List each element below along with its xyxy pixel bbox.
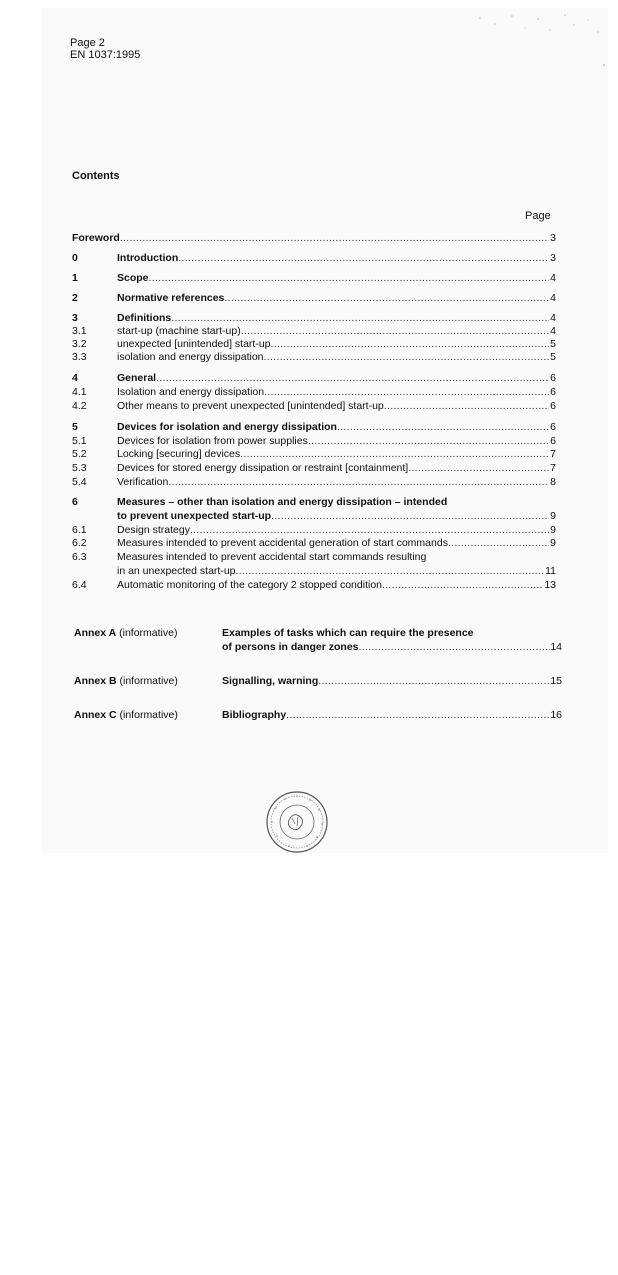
toc-entry-title-line1: Measures intended to prevent accidental start commands resulting (117, 551, 427, 563)
toc-entry[interactable]: 4.1 Isolation and energy dissipation ..... 6 (72, 386, 556, 398)
annex-title-line1: Examples of tasks which can require the presence (222, 627, 474, 639)
toc-entry[interactable]: in an unexpected start-up ..... 11 (72, 565, 556, 577)
scan-specks (470, 10, 610, 70)
annex-entry[interactable]: of persons in danger zones ..... 14 (222, 641, 562, 653)
toc-entry[interactable]: 1 Scope ..... 4 (72, 272, 556, 284)
toc-entry[interactable]: 4.2 Other means to prevent unexpected [unintended] start-up ..... 6 (72, 400, 556, 412)
toc-entry[interactable]: 0 Introduction ..... 3 (72, 252, 556, 264)
toc-entry[interactable]: 6.4 Automatic monitoring of the category 2 stopped condition ..... 13 (72, 579, 556, 591)
standard-id: EN 1037:1995 (70, 49, 141, 61)
toc-entry-foreword[interactable]: Foreword ..... 3 (72, 232, 556, 244)
toc-entry[interactable]: 2 Normative references ..... 4 (72, 292, 556, 304)
annex-label: Annex A (informative) (74, 627, 178, 639)
page-header (70, 37, 140, 61)
toc-entry[interactable]: 5 Devices for isolation and energy dissipation ..... 6 (72, 421, 556, 433)
annex-entry[interactable]: Signalling, warning ..... 15 (222, 675, 562, 687)
toc-entry[interactable]: 5.2 Locking [securing] devices ..... 7 (72, 448, 556, 460)
annex-label: Annex C (informative) (74, 709, 178, 721)
toc-entry[interactable]: 3.2 unexpected [unintended] start-up ..... 5 (72, 338, 556, 350)
toc-entry[interactable]: 3.3 isolation and energy dissipation ..... 5 (72, 351, 556, 363)
page-number: Page 2 (70, 37, 105, 49)
toc-entry-number: 6 (72, 496, 78, 508)
toc-entry[interactable]: 3.1 start-up (machine start-up) ..... 4 (72, 325, 556, 337)
library-stamp-seal (265, 790, 329, 854)
toc-entry-title-line1: Measures – other than isolation and energy dissipation – intended (117, 496, 448, 508)
annex-entry[interactable]: Bibliography ..... 16 (222, 709, 562, 721)
toc-entry[interactable]: 5.3 Devices for stored energy dissipation or restraint [containment] ..... 7 (72, 462, 556, 474)
annex-label: Annex B (informative) (74, 675, 178, 687)
toc-entry-number: 6.3 (72, 551, 87, 563)
toc-entry[interactable]: 6.1 Design strategy ..... 9 (72, 524, 556, 536)
toc-entry[interactable]: 3 Definitions ..... 4 (72, 312, 556, 324)
toc-entry[interactable]: 5.1 Devices for isolation from power supplies ..... 6 (72, 435, 556, 447)
contents-heading: Contents (72, 170, 120, 182)
page-column-label: Page (525, 210, 551, 222)
toc-entry[interactable]: 4 General ..... 6 (72, 372, 556, 384)
toc-entry[interactable]: to prevent unexpected start-up ..... 9 (72, 510, 556, 522)
toc-entry[interactable]: 6.2 Measures intended to prevent accidental generation of start commands ..... 9 (72, 537, 556, 549)
toc-entry[interactable]: 5.4 Verification ..... 8 (72, 476, 556, 488)
